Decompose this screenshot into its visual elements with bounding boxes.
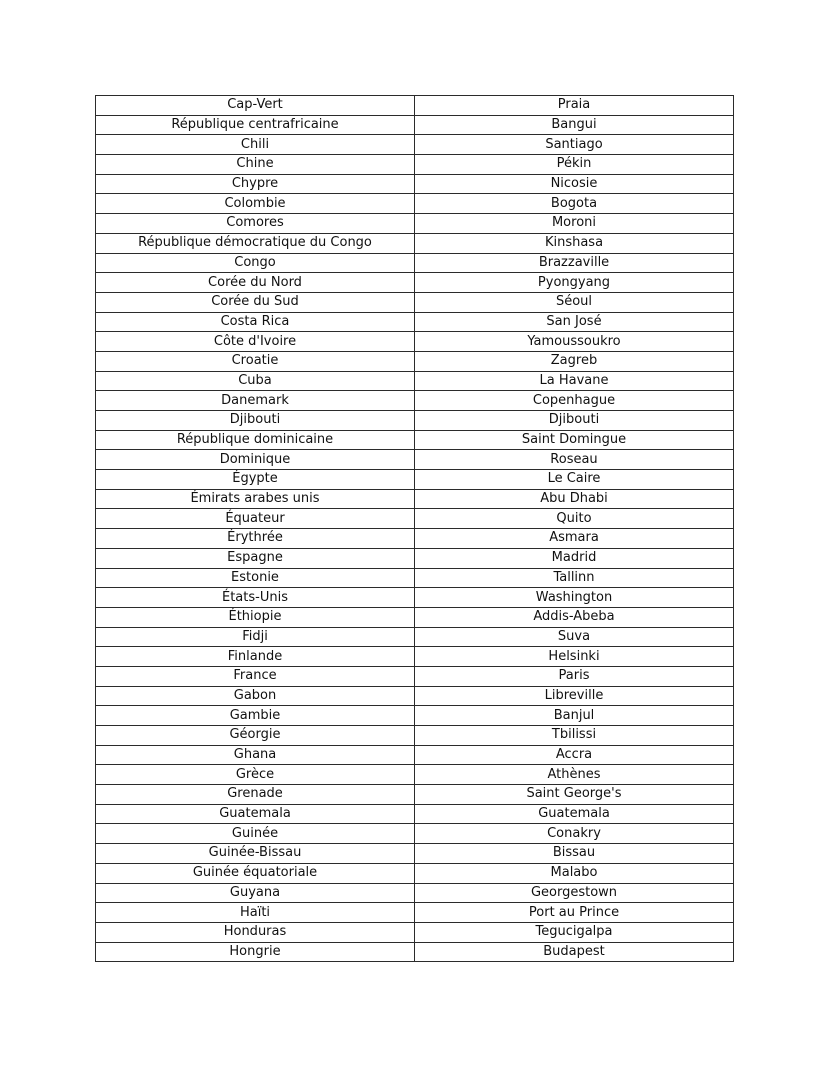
country-cell: Haïti (96, 903, 415, 923)
table-row (96, 351, 734, 371)
capital-cell: Le Caire (415, 470, 734, 490)
capital-cell: Kinshasa (415, 233, 734, 253)
table-row (96, 174, 734, 194)
country-cell: Guyana (96, 883, 415, 903)
capital-cell: San José (415, 312, 734, 332)
country-cell: Guinée (96, 824, 415, 844)
capital-cell: Addis-Abeba (415, 607, 734, 627)
capital-cell: Asmara (415, 529, 734, 549)
country-cell: Géorgie (96, 726, 415, 746)
table-row (96, 312, 734, 332)
country-cell: Chypre (96, 174, 415, 194)
country-cell: Guinée-Bissau (96, 844, 415, 864)
capital-cell: Port au Prince (415, 903, 734, 923)
table-row (96, 647, 734, 667)
capital-cell: Paris (415, 666, 734, 686)
country-cell: Estonie (96, 568, 415, 588)
table-row (96, 745, 734, 765)
capital-cell: Saint George's (415, 785, 734, 805)
table-row (96, 666, 734, 686)
table-row (96, 489, 734, 509)
table-row (96, 548, 734, 568)
table-row (96, 686, 734, 706)
capital-cell: Guatemala (415, 804, 734, 824)
table-row (96, 804, 734, 824)
table-row (96, 588, 734, 608)
country-cell: Djibouti (96, 411, 415, 431)
country-cell: France (96, 666, 415, 686)
table-row (96, 411, 734, 431)
country-cell: Côte d'Ivoire (96, 332, 415, 352)
table-row (96, 115, 734, 135)
table-row (96, 863, 734, 883)
table-row (96, 607, 734, 627)
country-cell: République démocratique du Congo (96, 233, 415, 253)
capital-cell: Roseau (415, 450, 734, 470)
country-cell: Grenade (96, 785, 415, 805)
country-cell: Guinée équatoriale (96, 863, 415, 883)
capital-cell: Georgestown (415, 883, 734, 903)
capital-cell: Bangui (415, 115, 734, 135)
country-cell: Cuba (96, 371, 415, 391)
country-cell: Fidji (96, 627, 415, 647)
capital-cell: Moroni (415, 214, 734, 234)
capital-cell: Abu Dhabi (415, 489, 734, 509)
country-cell: Dominique (96, 450, 415, 470)
table-body (96, 96, 734, 962)
table-row (96, 155, 734, 175)
capital-cell: Tallinn (415, 568, 734, 588)
capital-cell: Banjul (415, 706, 734, 726)
capital-cell: Malabo (415, 863, 734, 883)
table-row (96, 450, 734, 470)
capital-cell: Brazzaville (415, 253, 734, 273)
country-cell: Finlande (96, 647, 415, 667)
capital-cell: Washington (415, 588, 734, 608)
country-cell: République centrafricaine (96, 115, 415, 135)
table-row (96, 470, 734, 490)
country-cell: Ghana (96, 745, 415, 765)
country-cell: Émirats arabes unis (96, 489, 415, 509)
country-cell: Équateur (96, 509, 415, 529)
capital-cell: Quito (415, 509, 734, 529)
table-row (96, 430, 734, 450)
table-row (96, 568, 734, 588)
table-row (96, 194, 734, 214)
capital-cell: Santiago (415, 135, 734, 155)
capital-cell: Libreville (415, 686, 734, 706)
country-cell: Grèce (96, 765, 415, 785)
country-cell: Honduras (96, 922, 415, 942)
country-cell: États-Unis (96, 588, 415, 608)
country-cell: Chine (96, 155, 415, 175)
table-row (96, 273, 734, 293)
capital-cell: Zagreb (415, 351, 734, 371)
country-cell: Croatie (96, 351, 415, 371)
capital-cell: Djibouti (415, 411, 734, 431)
capital-cell: Pyongyang (415, 273, 734, 293)
capital-cell: Accra (415, 745, 734, 765)
capital-cell: Bissau (415, 844, 734, 864)
capital-cell: Helsinki (415, 647, 734, 667)
country-cell: Espagne (96, 548, 415, 568)
capital-cell: Conakry (415, 824, 734, 844)
table-row (96, 253, 734, 273)
capital-cell: Tegucigalpa (415, 922, 734, 942)
table-row (96, 96, 734, 116)
capital-cell: Nicosie (415, 174, 734, 194)
country-capital-table (95, 95, 734, 962)
capital-cell: Saint Domingue (415, 430, 734, 450)
table-row (96, 726, 734, 746)
table-row (96, 706, 734, 726)
country-cell: Éthiopie (96, 607, 415, 627)
table-row (96, 824, 734, 844)
table-row (96, 332, 734, 352)
document-page (95, 95, 733, 962)
capital-cell: Budapest (415, 942, 734, 962)
country-cell: Costa Rica (96, 312, 415, 332)
country-cell: Colombie (96, 194, 415, 214)
capital-cell: Séoul (415, 292, 734, 312)
table-row (96, 391, 734, 411)
table-row (96, 903, 734, 923)
country-cell: Cap-Vert (96, 96, 415, 116)
country-cell: Congo (96, 253, 415, 273)
capital-cell: Tbilissi (415, 726, 734, 746)
capital-cell: Madrid (415, 548, 734, 568)
country-cell: Guatemala (96, 804, 415, 824)
country-cell: Corée du Sud (96, 292, 415, 312)
country-cell: Érythrée (96, 529, 415, 549)
table-row (96, 765, 734, 785)
table-row (96, 883, 734, 903)
capital-cell: La Havane (415, 371, 734, 391)
country-cell: Gabon (96, 686, 415, 706)
country-cell: Hongrie (96, 942, 415, 962)
table-row (96, 844, 734, 864)
table-row (96, 214, 734, 234)
country-cell: Égypte (96, 470, 415, 490)
table-row (96, 627, 734, 647)
country-cell: Chili (96, 135, 415, 155)
table-row (96, 509, 734, 529)
country-cell: Danemark (96, 391, 415, 411)
capital-cell: Pékin (415, 155, 734, 175)
table-row (96, 233, 734, 253)
table-row (96, 922, 734, 942)
table-row (96, 529, 734, 549)
country-cell: Comores (96, 214, 415, 234)
capital-cell: Yamoussoukro (415, 332, 734, 352)
table-row (96, 371, 734, 391)
capital-cell: Suva (415, 627, 734, 647)
country-cell: Corée du Nord (96, 273, 415, 293)
country-cell: République dominicaine (96, 430, 415, 450)
table-row (96, 135, 734, 155)
country-cell: Gambie (96, 706, 415, 726)
table-row (96, 292, 734, 312)
capital-cell: Bogota (415, 194, 734, 214)
table-row (96, 785, 734, 805)
capital-cell: Athènes (415, 765, 734, 785)
capital-cell: Praia (415, 96, 734, 116)
table-row (96, 942, 734, 962)
capital-cell: Copenhague (415, 391, 734, 411)
